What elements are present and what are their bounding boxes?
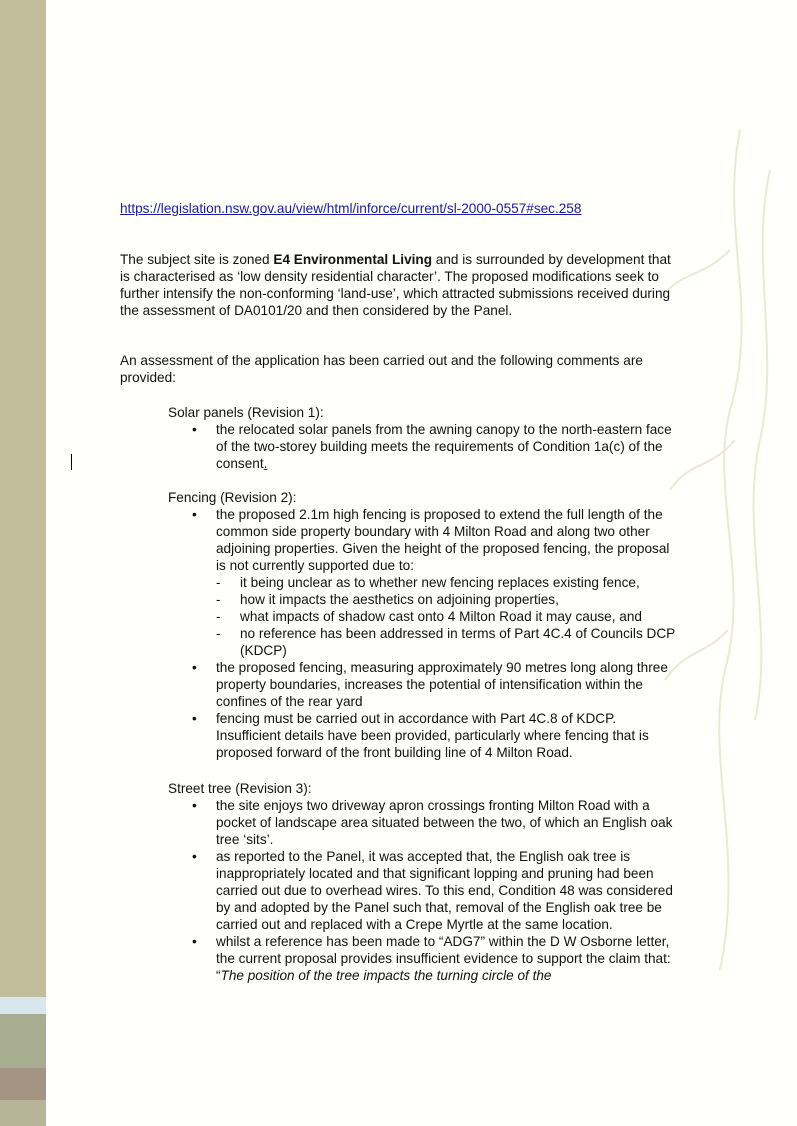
dash-item: - how it impacts the aesthetics on adjoining properties,: [216, 591, 682, 608]
dash-item: - it being unclear as to whether new fencing replaces existing fence,: [216, 574, 682, 591]
fencing-bullet-1: the proposed 2.1m high fencing is proposed to extend the full length of the common side property boundary with 4 Milton Road and along two other adjoining properties. Given the height of the proposed fencing, the proposal is not currently supported due to:: [216, 507, 670, 573]
margin-band-light: [0, 997, 46, 1014]
margin-band-tan: [0, 1100, 46, 1126]
text-cursor: [71, 454, 72, 470]
intro-paragraph: [120, 251, 680, 319]
list-item: • as reported to the Panel, it was accepted that, the English oak tree is inappropriately located and that significant lopping and pruning had been carried out due to overhead wires. To this end, Condition 48 was considered by and adopted by the Panel such that, removal of the English oak tree be carried out and replaced with a Crepe Myrtle at the same location.: [192, 848, 682, 933]
intro-after: and is surrounded by development that is characterised as ‘low density residential character’. The proposed modifications seek to further intensify the non-conforming ‘land-use’, which attracted submissions received during the assessment of DA0101/20 and then considered by the Panel.: [120, 252, 671, 318]
margin-band-brown: [0, 1068, 46, 1100]
dash-item: - no reference has been addressed in terms of Part 4C.4 of Councils DCP (KDCP): [216, 625, 682, 659]
list-item: • fencing must be carried out in accordance with Part 4C.8 of KDCP. Insufficient details have been provided, particularly where fencing that is proposed forward of the front building line of 4 Milton Road.: [192, 710, 682, 761]
list-item: • the proposed fencing, measuring approximately 90 metres long along three property boundaries, increases the potential of intensification within the confines of the rear yard: [192, 659, 682, 710]
solar-heading: Solar panels (Revision 1):: [168, 405, 324, 420]
street-tree-heading: Street tree (Revision 3):: [168, 781, 312, 796]
list-item: • the site enjoys two driveway apron crossings fronting Milton Road with a pocket of landscape area situated between the two, of which an English oak tree ‘sits’.: [192, 797, 682, 848]
list-item: [192, 421, 682, 472]
dash-item: - what impacts of shadow cast onto 4 Milton Road it may cause, and: [216, 608, 682, 625]
fencing-heading: Fencing (Revision 2):: [168, 490, 297, 505]
street-tree-bullet-3-lead: whilst a reference has been made to “ADG7” within the D W Osborne letter, the current proposal provides insufficient evidence to support the claim that: “: [216, 934, 671, 983]
list-item: [192, 933, 682, 984]
zone-name: E4 Environmental Living: [273, 252, 433, 267]
margin-band-green: [0, 1014, 46, 1068]
street-tree-quote: The position of the tree impacts the turning circle of the: [220, 968, 552, 983]
fencing-list: [192, 506, 682, 761]
solar-list: [192, 421, 682, 472]
fencing-dash-list: [216, 574, 682, 659]
solar-bullet-end: .: [263, 456, 268, 471]
intro-before: The subject site is zoned: [120, 252, 274, 267]
assessment-paragraph: An assessment of the application has been carried out and the following comments are provided:: [120, 353, 643, 385]
list-item: [192, 506, 682, 659]
street-tree-list: [192, 797, 682, 984]
legislation-link[interactable]: https://legislation.nsw.gov.au/view/html/inforce/current/sl-2000-0557#sec.258: [120, 201, 582, 216]
left-margin-bar: [0, 0, 46, 1126]
solar-bullet-text: the relocated solar panels from the awning canopy to the north-eastern face of the two-storey building meets the requirements of Condition 1a(c) of the consent: [216, 422, 672, 471]
